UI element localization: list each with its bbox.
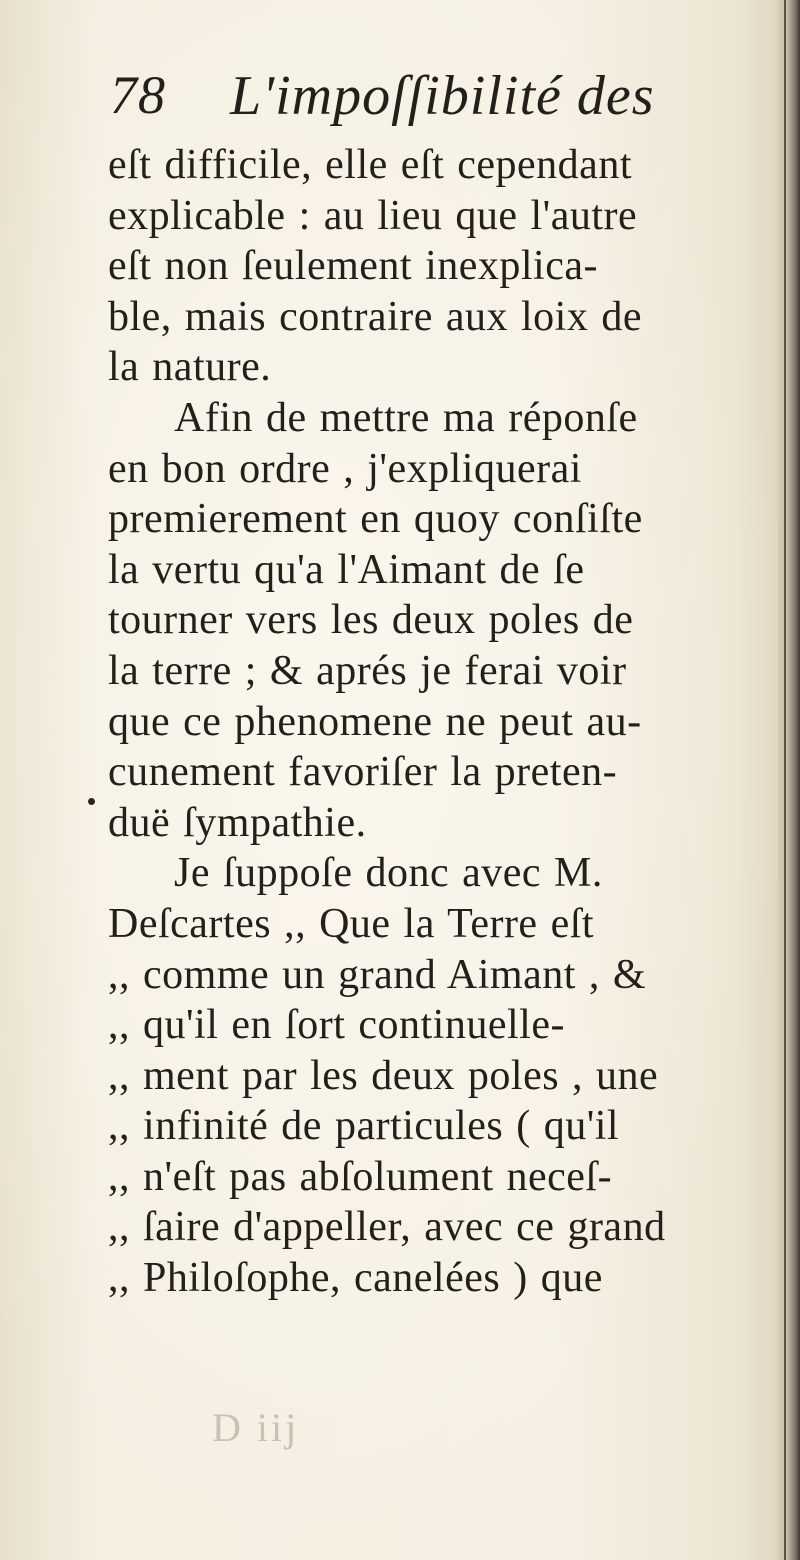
page-edge [784,0,786,1560]
text-line: premierement en quoy conſiſte [108,496,643,543]
signature-mark: D iij [212,1405,300,1450]
text-line: la nature. [108,344,272,391]
text-line: Deſcartes ,, Que la Terre eſt [108,900,595,947]
text-line: la vertu qu'a l'Aimant de ſe [108,546,585,593]
paragraph-start-line: Afin de mettre ma réponſe [174,394,638,441]
text-line: ,, infinité de particules ( qu'il [108,1103,620,1150]
page-gutter-shadow [778,0,800,1560]
text-line: ,, qu'il en ſort continuelle- [108,1002,565,1049]
text-line: eſt non ſeulement inexplica- [108,243,598,290]
text-line: en bon ordre , j'expliquerai [108,445,582,492]
text-line: cunement favoriſer la preten- [108,749,618,796]
text-line: ,, n'eſt pas abſolument neceſ- [108,1153,613,1200]
margin-dot [88,798,95,805]
text-line: ,, ment par les deux poles , une [108,1052,659,1099]
text-line: tourner vers les deux poles de [108,597,634,644]
page-number: 78 [110,65,166,125]
running-title: L'impoſſibilité des [230,65,655,127]
text-line: ,, comme un grand Aimant , & [108,951,647,998]
text-line: ble, mais contraire aux loix de [108,293,642,340]
text-line: la terre ; & aprés je ferai voir [108,647,627,694]
text-line: duë ſympathie. [108,799,367,846]
text-line: ,, Philoſophe, canelées ) que [108,1255,603,1302]
text-line: explicable : au lieu que l'autre [108,192,638,239]
body-text [108,140,768,1304]
text-line: ,, ſaire d'appeller, avec ce grand [108,1204,666,1251]
text-line: que ce phenomene ne peut au- [108,698,642,745]
text-line: eſt difficile, elle eſt cependant [108,142,632,188]
paragraph-start-line: Je ſuppoſe donc avec M. [174,850,603,897]
page-header [110,64,720,144]
